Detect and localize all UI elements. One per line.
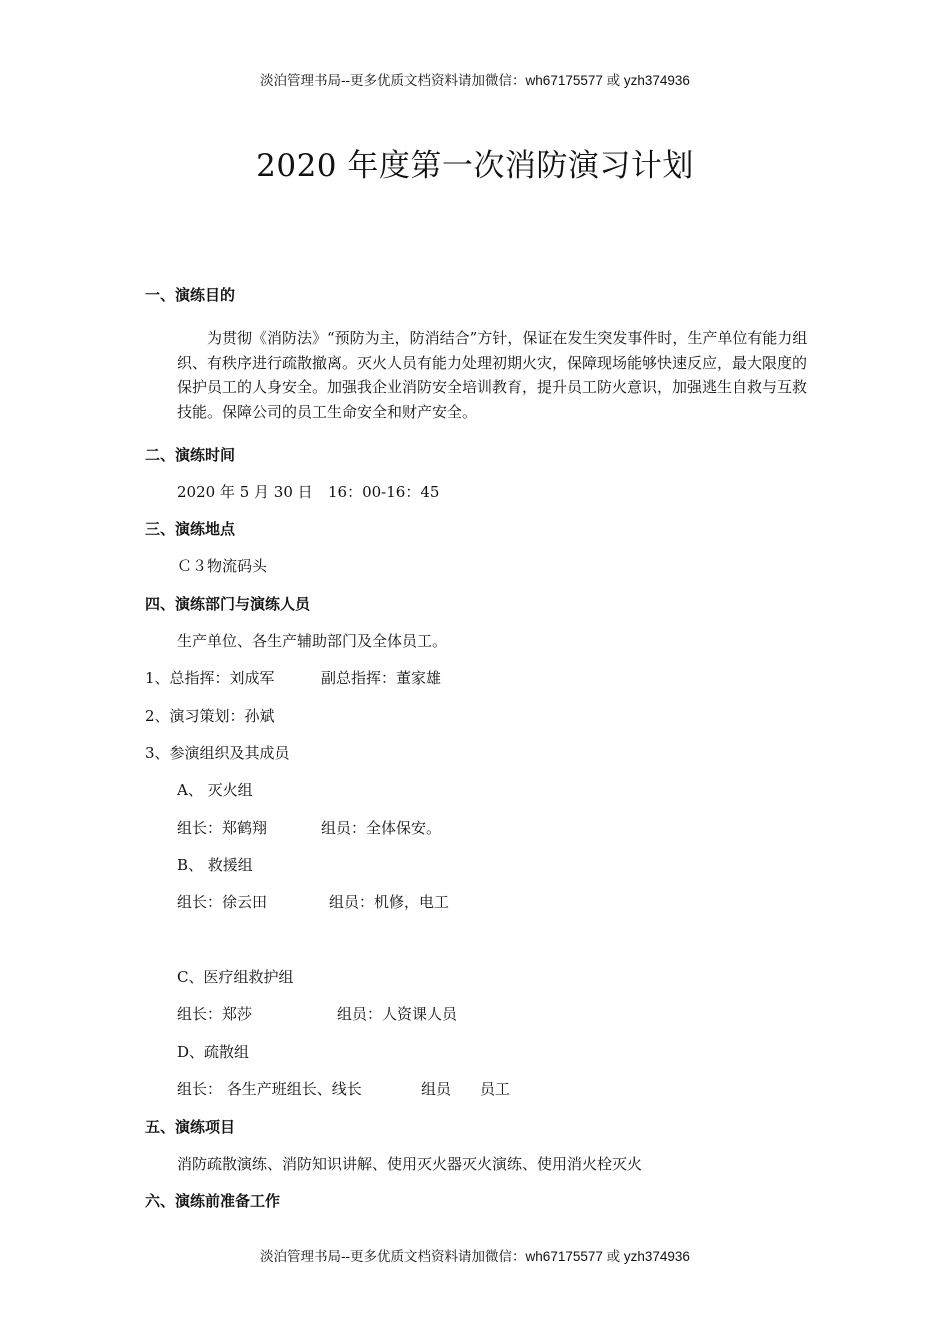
group-name-c: C、医疗组救护组 — [177, 968, 294, 986]
drill-location: Ｃ３物流码头 — [177, 557, 268, 575]
group-leader-d: 组长： 各生产班组长、线长 — [177, 1080, 362, 1098]
drill-items: 消防疏散演练、消防知识讲解、使用灭火器灭火演练、使用消火栓灭火 — [177, 1155, 643, 1173]
group-leader-a: 组长：郑鹤翔 — [177, 819, 268, 837]
group-leader-c: 组长：郑莎 — [177, 1005, 253, 1023]
document-title: 2020 年度第一次消防演习计划 — [256, 148, 694, 184]
page-header: 淡泊管理书局--更多优质文档资料请加微信：wh67175577 或 yzh374936 — [260, 73, 690, 88]
commander: 1、总指挥：刘成军 — [145, 669, 275, 687]
planner: 2、演习策划：孙斌 — [145, 707, 275, 725]
deputy-commander: 副总指挥：董家雄 — [321, 669, 442, 687]
purpose-paragraph-text: 为贯彻《消防法》“预防为主，防消结合”方针，保证在发生突发事件时，生产单位有能力组织、有秩序进行疏散撤离。灭火人员有能力处理初期火灾，保障现场能够快速反应，最大限度的保护员工的人身安全。加强我企业消防安全培训教育，提升员工防火意识，加强逃生自救与互救技能。保障公司的员工生命安全和财产安全。 — [177, 329, 808, 421]
personnel-intro: 生产单位、各生产辅助部门及全体员工。 — [177, 632, 448, 650]
group-name-d: D、疏散组 — [177, 1043, 250, 1061]
group-leader-b: 组长：徐云田 — [177, 893, 268, 911]
section-heading-location: 三、演练地点 — [145, 520, 236, 538]
group-members-c: 组员：人资课人员 — [337, 1005, 458, 1023]
section-heading-personnel: 四、演练部门与演练人员 — [145, 595, 311, 613]
group-members-b: 组员：机修，电工 — [329, 893, 450, 911]
purpose-paragraph — [177, 326, 809, 424]
page-footer: 淡泊管理书局--更多优质文档资料请加微信：wh67175577 或 yzh374936 — [260, 1249, 690, 1264]
drill-date: 2020 年 5 月 30 日 — [177, 483, 313, 501]
group-name-b: B、 救援组 — [177, 856, 253, 874]
section-heading-items: 五、演练项目 — [145, 1118, 236, 1136]
section-heading-prep: 六、演练前准备工作 — [145, 1192, 281, 1210]
drill-hours: 16：00-16：45 — [328, 483, 440, 501]
group-name-a: A、 灭火组 — [177, 781, 253, 799]
group-members-label-d: 组员 — [421, 1080, 452, 1098]
group-members-a: 组员：全体保安。 — [321, 819, 442, 837]
groups-intro: 3、参演组织及其成员 — [145, 744, 290, 762]
section-heading-time: 二、演练时间 — [145, 446, 236, 464]
group-members-value-d: 员工 — [480, 1080, 511, 1098]
section-heading-purpose: 一、演练目的 — [145, 286, 236, 304]
